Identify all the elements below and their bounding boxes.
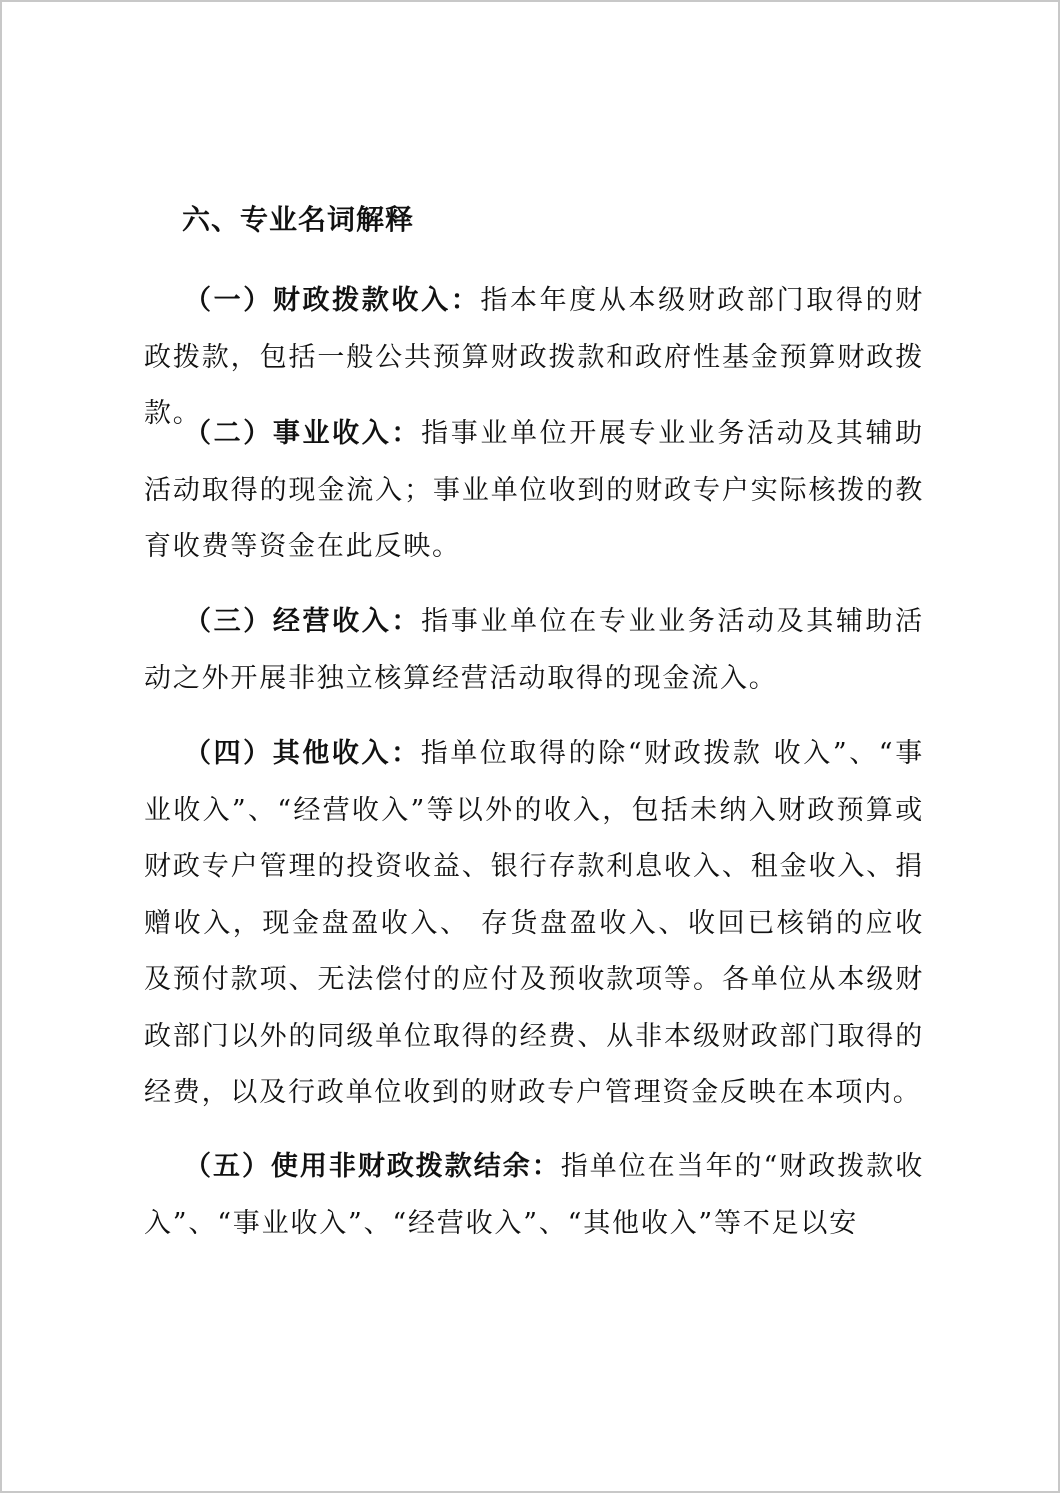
- term-label: （一）财政拨款收入：: [184, 285, 481, 316]
- paragraph-business-income: [144, 406, 924, 576]
- term-label: （四）其他收入：: [184, 738, 421, 769]
- paragraph-other-income: [144, 726, 924, 1122]
- term-label: （三）经营收入：: [184, 606, 422, 637]
- term-definition: 指事业单位在专业业务活动及其辅助活动之外开展非独立核算经营活动取得的现金流入。: [144, 606, 924, 694]
- paragraph-non-fiscal-balance: [144, 1139, 924, 1252]
- term-definition: 指单位取得的除“财政拨款 收入”、“事业收入”、“经营收入”等以外的收入，包括未纳入财政预算或财政专户管理的投资收益、银行存款利息收入、租金收入、捐赠收入，现金盘盈收入、 存货盘盈收入、收回已核销的应收及预付款项、无法偿付的应付及预收款项等。各单位从本级财政部门以外的同级单位取得的经费、从非本级财政部门取得的经费，以及行政单位收到的财政专户管理资金反映在本项内。: [144, 738, 924, 1108]
- term-definition: 指单位在当年的“财政拨款收入”、“事业收入”、“经营收入”、“其他收入”等不足以安: [144, 1151, 924, 1239]
- term-label: （五）使用非财政拨款结余：: [184, 1151, 561, 1182]
- term-definition: 指事业单位开展专业业务活动及其辅助活动取得的现金流入；事业单位收到的财政专户实际核拨的教育收费等资金在此反映。: [144, 418, 924, 562]
- paragraph-operating-income: [144, 594, 924, 707]
- term-label: （二）事业收入：: [184, 418, 422, 449]
- section-heading: 六、专业名词解释: [182, 203, 415, 236]
- term-definition: 指本年度从本级财政部门取得的财政拨款，包括一般公共预算财政拨款和政府性基金预算财政拨款。: [144, 285, 925, 429]
